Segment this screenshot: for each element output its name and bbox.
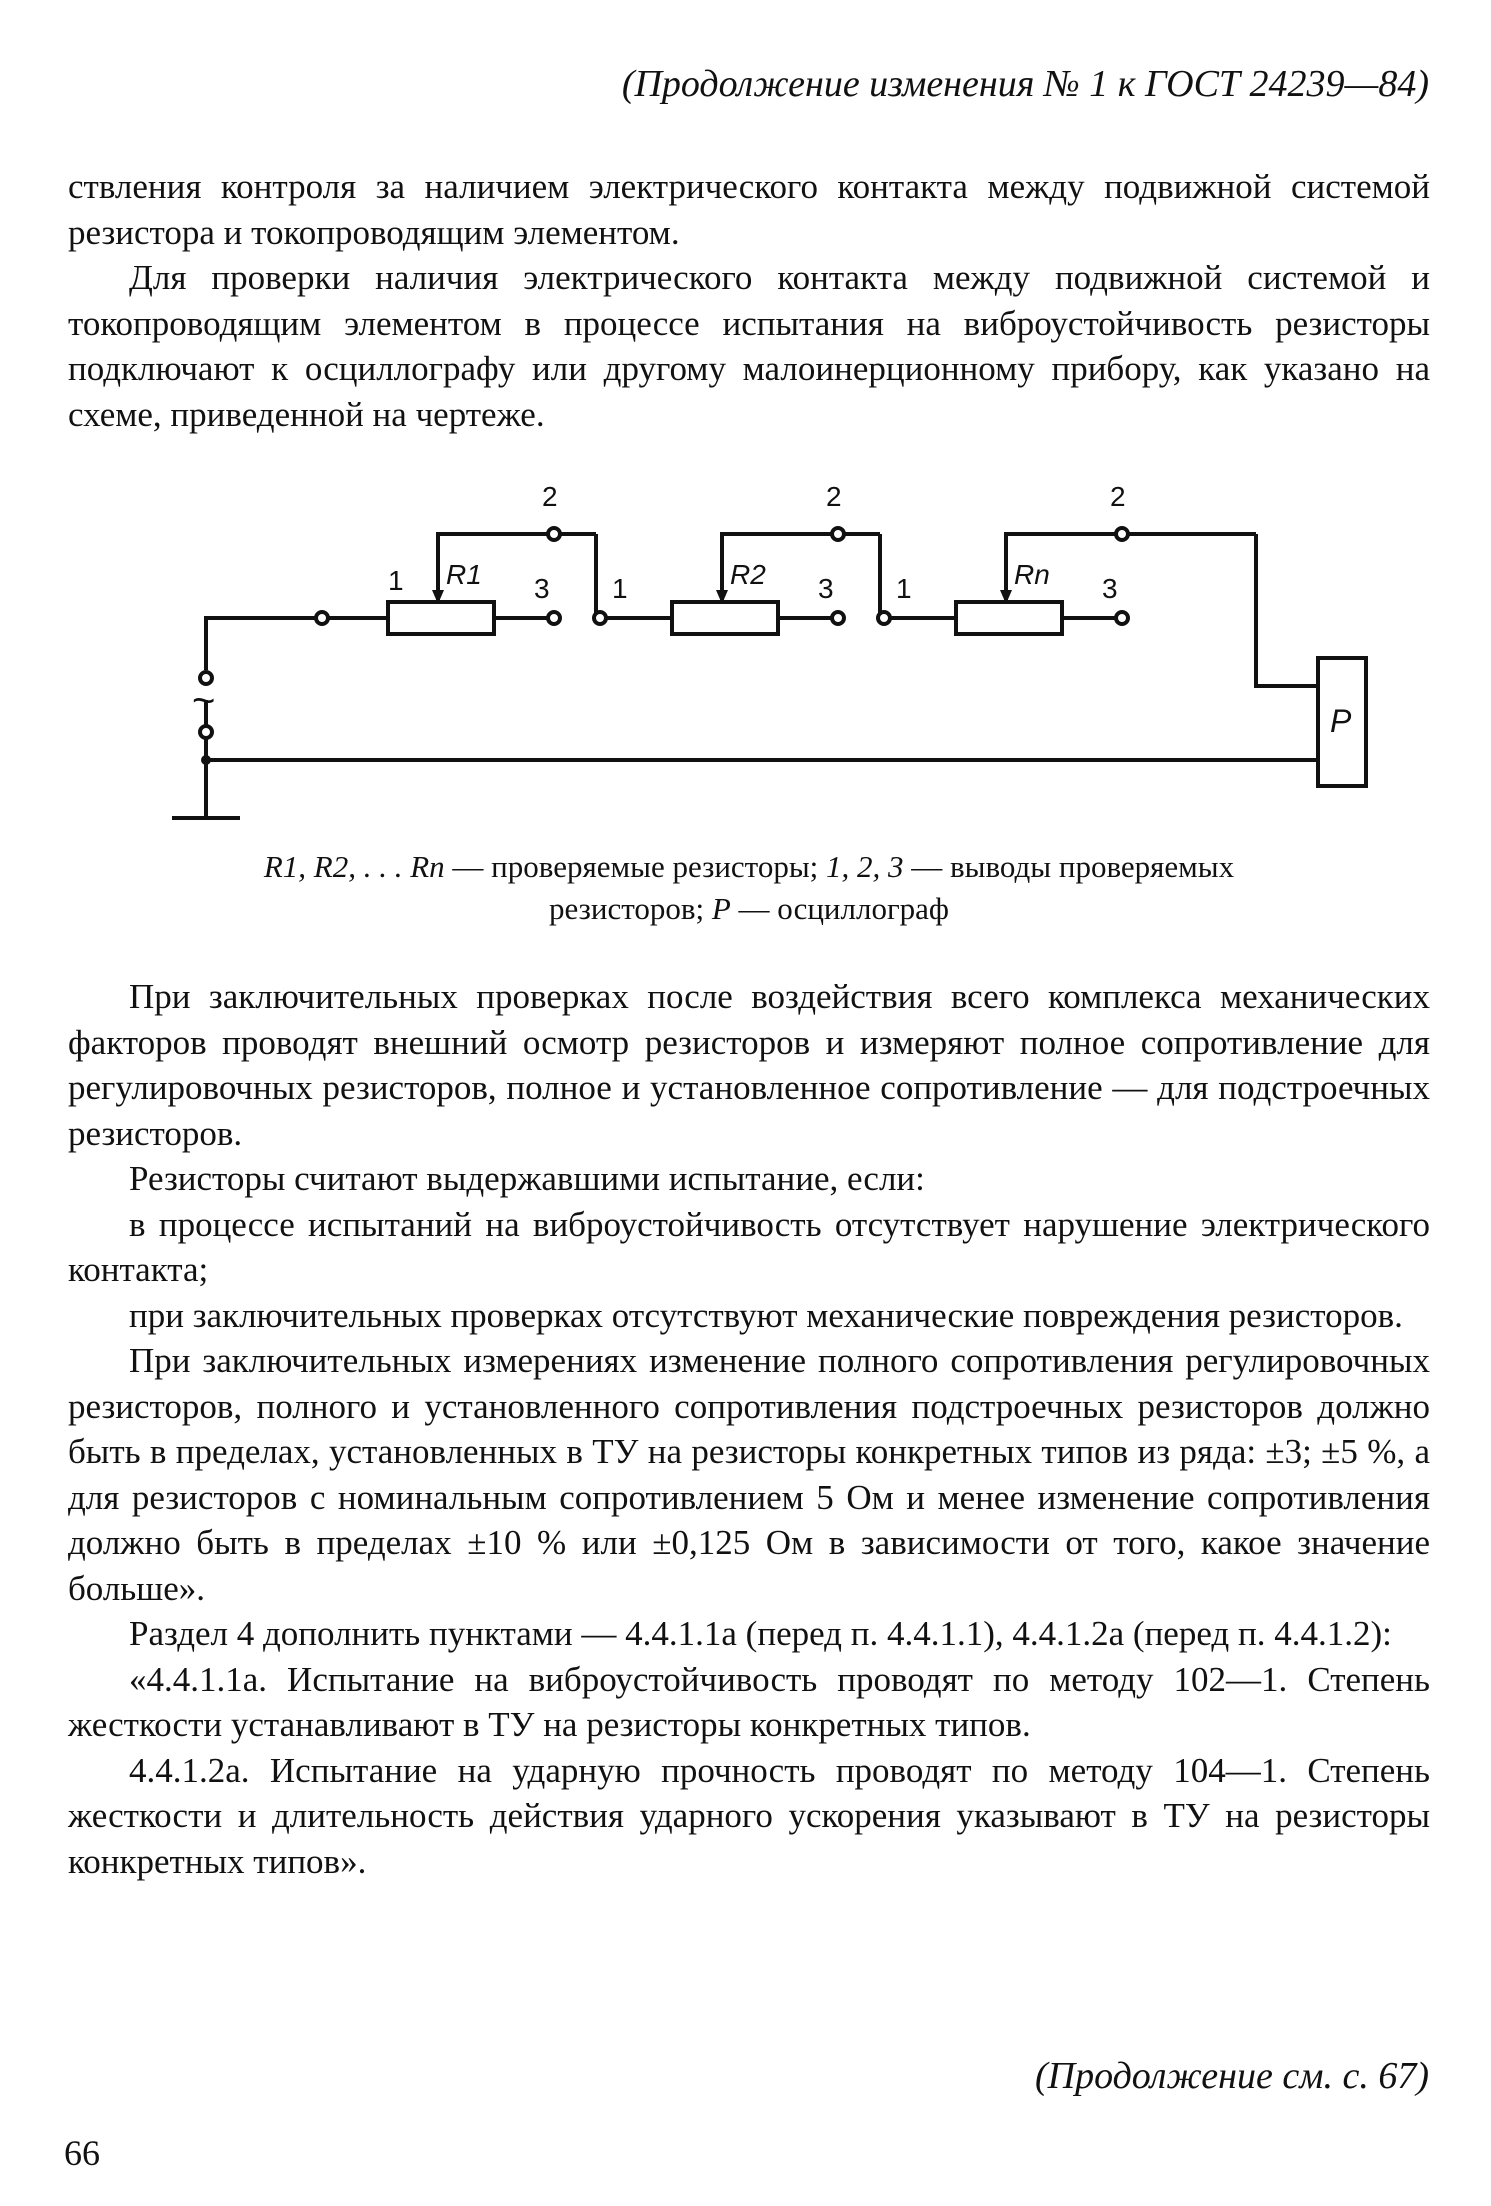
caption-p-symbol: P [711, 891, 731, 926]
paragraph-4-4-1-1a: «4.4.1.1а. Испытание на виброустойчивость проводят по методу 102—1. Степень жесткости устанавливают в ТУ на резисторы конкретных типов. [68, 1659, 1430, 1744]
label-terminal-2-rn: 2 [1110, 481, 1126, 512]
paragraph-continuation: ствления контроля за наличием электрического контакта между подвижной системой резистора и токопроводящим элементом. [68, 167, 1430, 252]
paragraph-4-4-1-2a: 4.4.1.2а. Испытание на ударную прочность проводят по методу 104—1. Степень жесткости и длительность действия ударного ускорения указывают в ТУ на резисторы конкретных типов». [68, 1750, 1430, 1881]
terminal-r1-2 [548, 528, 560, 540]
label-terminal-2-r2: 2 [826, 481, 842, 512]
terminal-rn-1 [878, 612, 890, 624]
source-tilde: ~ [192, 679, 216, 723]
label-r1: R1 [446, 559, 482, 590]
continuation-note: (Продолжение см. с. 67) [1034, 2055, 1429, 2097]
label-terminal-2-r1: 2 [542, 481, 558, 512]
paragraph-no-damage: при заключительных проверках отсутствуют механические повреждения резисторов. [129, 1295, 1403, 1335]
caption-resistors-text: — проверяемые резисторы; [444, 849, 827, 884]
text-block-bottom [68, 974, 1430, 1884]
label-terminal-1-r1: 1 [388, 565, 404, 596]
caption-line-2 [68, 888, 1430, 930]
caption-terminal-symbols: 1, 2, 3 [826, 849, 904, 884]
paragraph-tolerance: При заключительных измерениях изменение полного сопротивления регулировочных резисторов, полного и установленного сопротивления подстроечных резисторов должно быть в пределах, установленных в ТУ на резисторы конкретных типов из ряда: ±3; ±5 %, а для резисторов с номинальным сопротивлением 5 Ом и менее изменение сопротивления должно быть в пределах ±10 % или ±0,125 Ом в зависимости от того, какое значение больше». [68, 1341, 1430, 1608]
caption-resistors-word: резисторов; [548, 891, 712, 926]
paragraph-no-contact-break: в процессе испытаний на виброустойчивость отсутствует нарушение электрического контакта; [68, 1204, 1430, 1289]
terminal-r1-3 [548, 612, 560, 624]
running-header: (Продолжение изменения № 1 к ГОСТ 24239—84) [621, 63, 1429, 105]
source-terminal-bottom [200, 726, 212, 738]
terminal-r2-3 [832, 612, 844, 624]
label-terminal-3-rn: 3 [1102, 573, 1118, 604]
page-number: 66 [64, 2133, 100, 2173]
label-terminal-1-rn: 1 [896, 573, 912, 604]
label-terminal-1-r2: 1 [612, 573, 628, 604]
label-terminal-3-r2: 3 [818, 573, 834, 604]
caption-terminal-text: — выводы проверяемых [903, 849, 1235, 884]
ground-node [201, 755, 211, 765]
circuit-diagram [150, 470, 1410, 830]
terminal-r2-2 [832, 528, 844, 540]
paragraph-passed-if: Резисторы считают выдержавшими испытание, если: [129, 1159, 925, 1198]
label-oscilloscope: P [1330, 703, 1352, 739]
caption-line-1 [68, 846, 1430, 888]
label-r2: R2 [730, 559, 766, 590]
figure-caption [68, 846, 1430, 930]
terminal-rn-2 [1116, 528, 1128, 540]
paragraph-check-contact: Для проверки наличия электрического контакта между подвижной системой и токопроводящим элементом в процессе испытания на виброустойчивость резисторы подключают к осциллографу или другому малоинерционному прибору, как указано на схеме, приведенной на чертеже. [68, 258, 1430, 434]
caption-oscilloscope-text: — осциллограф [730, 891, 950, 926]
caption-resistors-symbols: R1, R2, . . . Rn [263, 849, 445, 884]
terminal-r2-1 [594, 612, 606, 624]
text-block-top [68, 164, 1430, 437]
label-terminal-3-r1: 3 [534, 573, 550, 604]
paragraph-final-checks: При заключительных проверках после воздействия всего комплекса механических факторов проводят внешний осмотр резисторов и измеряют полное сопротивление для регулировочных резисторов, полное и установленное сопротивление — для подстроечных резисторов. [68, 977, 1430, 1153]
wiper-arrows [432, 590, 1012, 604]
paragraph-section-4: Раздел 4 дополнить пунктами — 4.4.1.1а (перед п. 4.4.1.1), 4.4.1.2а (перед п. 4.4.1.2): [129, 1614, 1392, 1653]
terminal-r1-1 [316, 612, 328, 624]
label-rn: Rn [1014, 559, 1050, 590]
terminal-rn-3 [1116, 612, 1128, 624]
